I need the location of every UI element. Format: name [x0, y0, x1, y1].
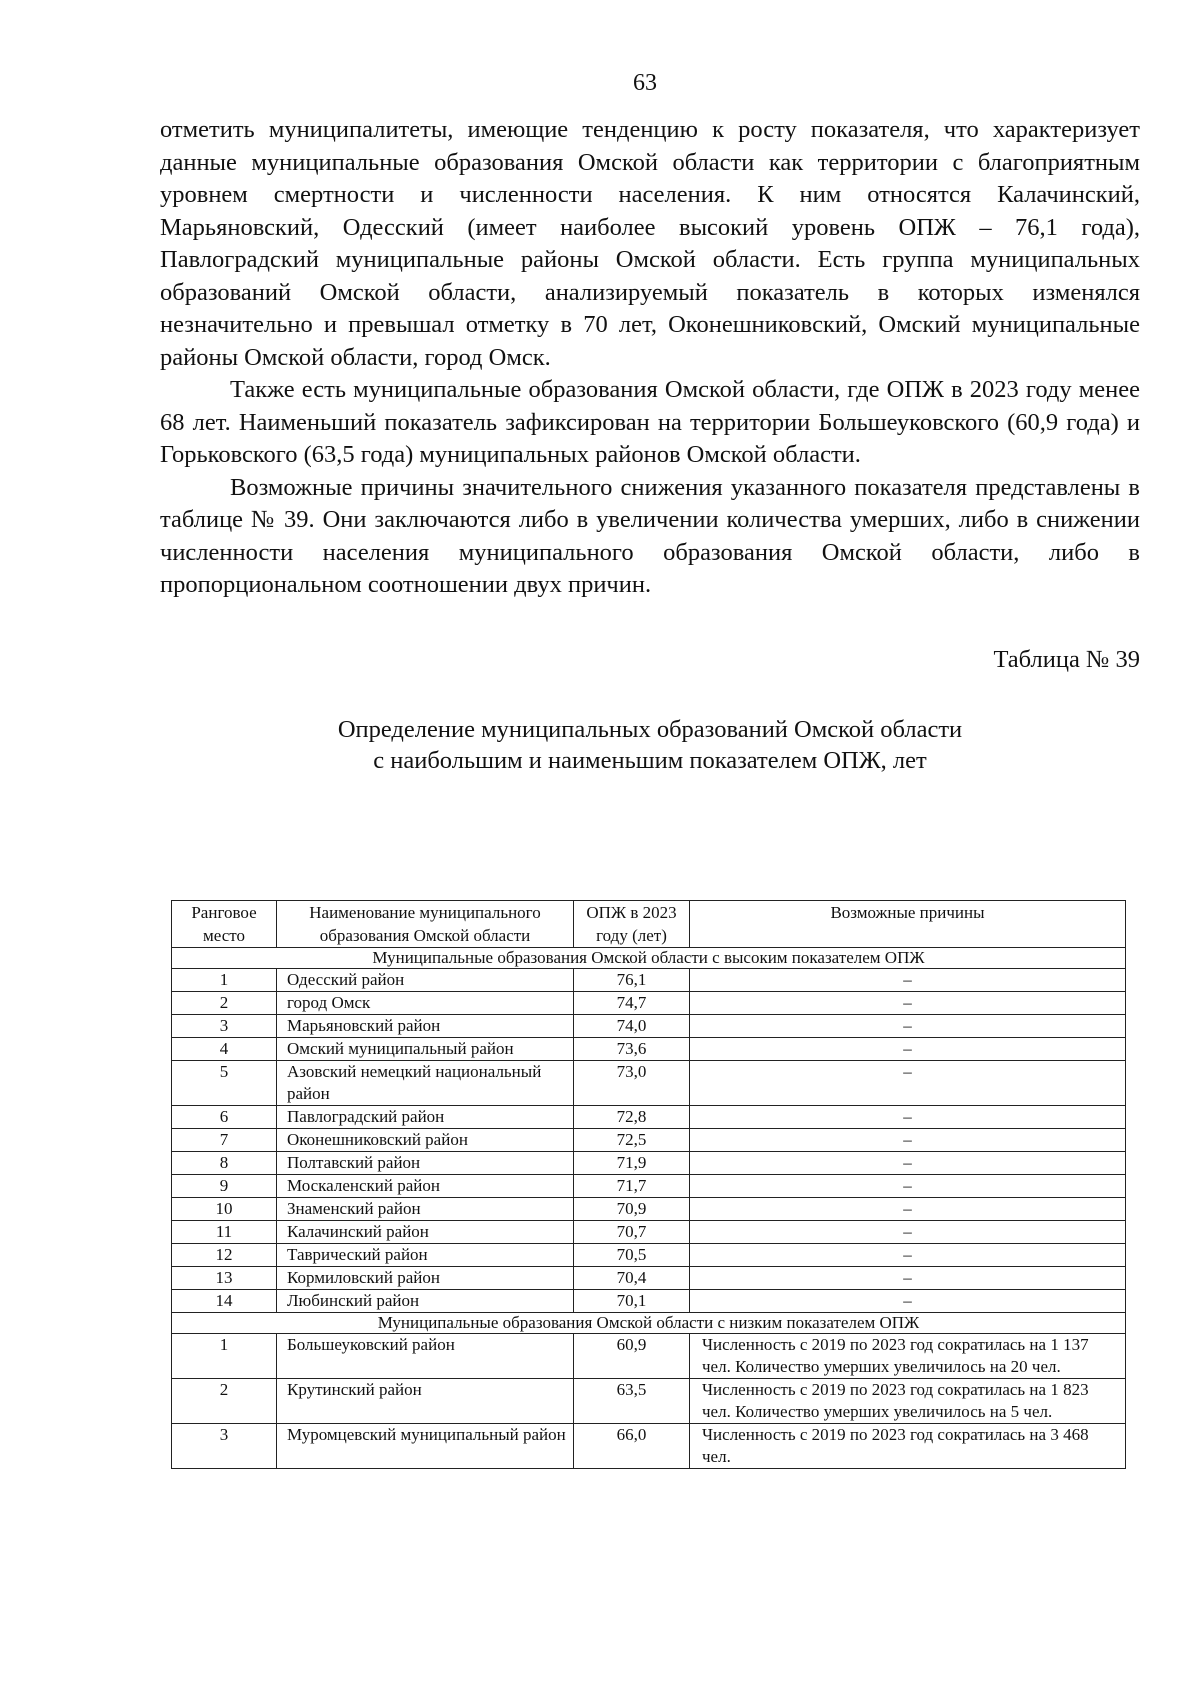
name-cell: Кормиловский район — [277, 1267, 574, 1290]
name-cell: Одесский район — [277, 969, 574, 992]
table-title — [160, 714, 1140, 776]
rank-cell: 1 — [172, 969, 277, 992]
section-row-high — [172, 948, 1126, 969]
reason-cell: – — [690, 1290, 1126, 1313]
value-cell: 71,9 — [574, 1152, 690, 1175]
name-cell: Знаменский район — [277, 1198, 574, 1221]
value-cell: 76,1 — [574, 969, 690, 992]
name-cell: Москаленский район — [277, 1175, 574, 1198]
rank-cell: 2 — [172, 992, 277, 1015]
table-label: Таблица № 39 — [993, 645, 1140, 673]
rank-cell: 2 — [172, 1379, 277, 1424]
value-cell: 74,7 — [574, 992, 690, 1015]
table-row — [172, 1015, 1126, 1038]
name-cell: Муромцевский муниципальный район — [277, 1424, 574, 1469]
table-row — [172, 969, 1126, 992]
rank-cell: 3 — [172, 1424, 277, 1469]
table-row — [172, 1379, 1126, 1424]
reason-cell: Численность с 2019 по 2023 год сократилась на 1 137 чел. Количество умерших увеличилось на 20 чел. — [690, 1334, 1126, 1379]
value-cell: 70,1 — [574, 1290, 690, 1313]
table-row — [172, 1175, 1126, 1198]
reason-cell: – — [690, 969, 1126, 992]
rank-cell: 14 — [172, 1290, 277, 1313]
value-cell: 74,0 — [574, 1015, 690, 1038]
reason-cell: – — [690, 1267, 1126, 1290]
reason-cell: – — [690, 1129, 1126, 1152]
rank-cell: 7 — [172, 1129, 277, 1152]
table-row — [172, 1334, 1126, 1379]
value-cell: 73,0 — [574, 1061, 690, 1106]
value-cell: 70,5 — [574, 1244, 690, 1267]
reason-cell: – — [690, 1152, 1126, 1175]
table-row — [172, 992, 1126, 1015]
header-name: Наименование муниципального образования Омской области — [277, 901, 574, 948]
header-rank: Ранговое место — [172, 901, 277, 948]
table-title-line-1: Определение муниципальных образований Омской области — [337, 716, 963, 743]
name-cell: Оконешниковский район — [277, 1129, 574, 1152]
rank-cell: 9 — [172, 1175, 277, 1198]
rank-cell: 5 — [172, 1061, 277, 1106]
table-row — [172, 1221, 1126, 1244]
reason-cell: – — [690, 1198, 1126, 1221]
table-header-row — [172, 901, 1126, 948]
header-value: ОПЖ в 2023 году (лет) — [574, 901, 690, 948]
reason-cell: – — [690, 1038, 1126, 1061]
table-row — [172, 1198, 1126, 1221]
name-cell: Большеуковский район — [277, 1334, 574, 1379]
header-reasons: Возможные причины — [690, 901, 1126, 948]
paragraph-2: Также есть муниципальные образования Омской области, где ОПЖ в 2023 году менее 68 лет. Наименьший показатель зафиксирован на территории Большеуковского (60,9 года) и Горьковского (63,5 года) муниципальных районов Омской области. — [160, 376, 1140, 468]
rank-cell: 3 — [172, 1015, 277, 1038]
table-row — [172, 1061, 1126, 1106]
reason-cell: – — [690, 1061, 1126, 1106]
reason-cell: Численность с 2019 по 2023 год сократилась на 1 823 чел. Количество умерших увеличилось на 5 чел. — [690, 1379, 1126, 1424]
paragraph-3: Возможные причины значительного снижения указанного показателя представлены в таблице № 39. Они заключаются либо в увеличении количества умерших, либо в снижении численности населения муниципального образования Омской области, либо в пропорциональном соотношении двух причин. — [160, 473, 1140, 598]
table-row — [172, 1267, 1126, 1290]
name-cell: Таврический район — [277, 1244, 574, 1267]
table-row — [172, 1290, 1126, 1313]
value-cell: 73,6 — [574, 1038, 690, 1061]
name-cell: Омский муниципальный район — [277, 1038, 574, 1061]
name-cell: Азовский немецкий национальный район — [277, 1061, 574, 1106]
table-row — [172, 1129, 1126, 1152]
table-row — [172, 1424, 1126, 1469]
value-cell: 72,8 — [574, 1106, 690, 1129]
data-table — [171, 900, 1126, 1469]
value-cell: 70,9 — [574, 1198, 690, 1221]
document-body — [160, 114, 1140, 776]
table-title-line-2: с наибольшим и наименьшим показателем ОПЖ, лет — [373, 747, 927, 774]
name-cell: Марьяновский район — [277, 1015, 574, 1038]
value-cell: 63,5 — [574, 1379, 690, 1424]
reason-cell: – — [690, 992, 1126, 1015]
section-row-low — [172, 1313, 1126, 1334]
value-cell: 66,0 — [574, 1424, 690, 1469]
name-cell: Полтавский район — [277, 1152, 574, 1175]
table-row — [172, 1152, 1126, 1175]
reason-cell: Численность с 2019 по 2023 год сократилась на 3 468 чел. — [690, 1424, 1126, 1469]
reason-cell: – — [690, 1244, 1126, 1267]
reason-cell: – — [690, 1221, 1126, 1244]
table-row — [172, 1106, 1126, 1129]
rank-cell: 8 — [172, 1152, 277, 1175]
value-cell: 70,7 — [574, 1221, 690, 1244]
section-high-label: Муниципальные образования Омской области с высоким показателем ОПЖ — [172, 948, 1126, 969]
rank-cell: 10 — [172, 1198, 277, 1221]
name-cell: Любинский район — [277, 1290, 574, 1313]
value-cell: 60,9 — [574, 1334, 690, 1379]
name-cell: Калачинский район — [277, 1221, 574, 1244]
name-cell: Крутинский район — [277, 1379, 574, 1424]
reason-cell: – — [690, 1175, 1126, 1198]
rank-cell: 4 — [172, 1038, 277, 1061]
rank-cell: 6 — [172, 1106, 277, 1129]
rank-cell: 12 — [172, 1244, 277, 1267]
reason-cell: – — [690, 1106, 1126, 1129]
table-row — [172, 1244, 1126, 1267]
name-cell: город Омск — [277, 992, 574, 1015]
page-number: 63 — [633, 70, 657, 96]
name-cell: Павлоградский район — [277, 1106, 574, 1129]
value-cell: 71,7 — [574, 1175, 690, 1198]
rank-cell: 1 — [172, 1334, 277, 1379]
section-low-label: Муниципальные образования Омской области с низким показателем ОПЖ — [172, 1313, 1126, 1334]
value-cell: 70,4 — [574, 1267, 690, 1290]
rank-cell: 13 — [172, 1267, 277, 1290]
reason-cell: – — [690, 1015, 1126, 1038]
table-row — [172, 1038, 1126, 1061]
rank-cell: 11 — [172, 1221, 277, 1244]
paragraph-1: отметить муниципалитеты, имеющие тенденцию к росту показателя, что характеризует данные муниципальные образования Омской области как территории с благоприятным уровнем смертности и численности населения. К ним относятся Калачинский, Марьяновский, Одесский (имеет наиболее высокий уровень ОПЖ – 76,1 года), Павлоградский муниципальные районы Омской области. Есть группа муниципальных образований Омской области, анализируемый показатель в которых изменялся незначительно и превышал отметку в 70 лет, Оконешниковский, Омский муниципальные районы Омской области, город Омск. — [160, 116, 1140, 371]
value-cell: 72,5 — [574, 1129, 690, 1152]
